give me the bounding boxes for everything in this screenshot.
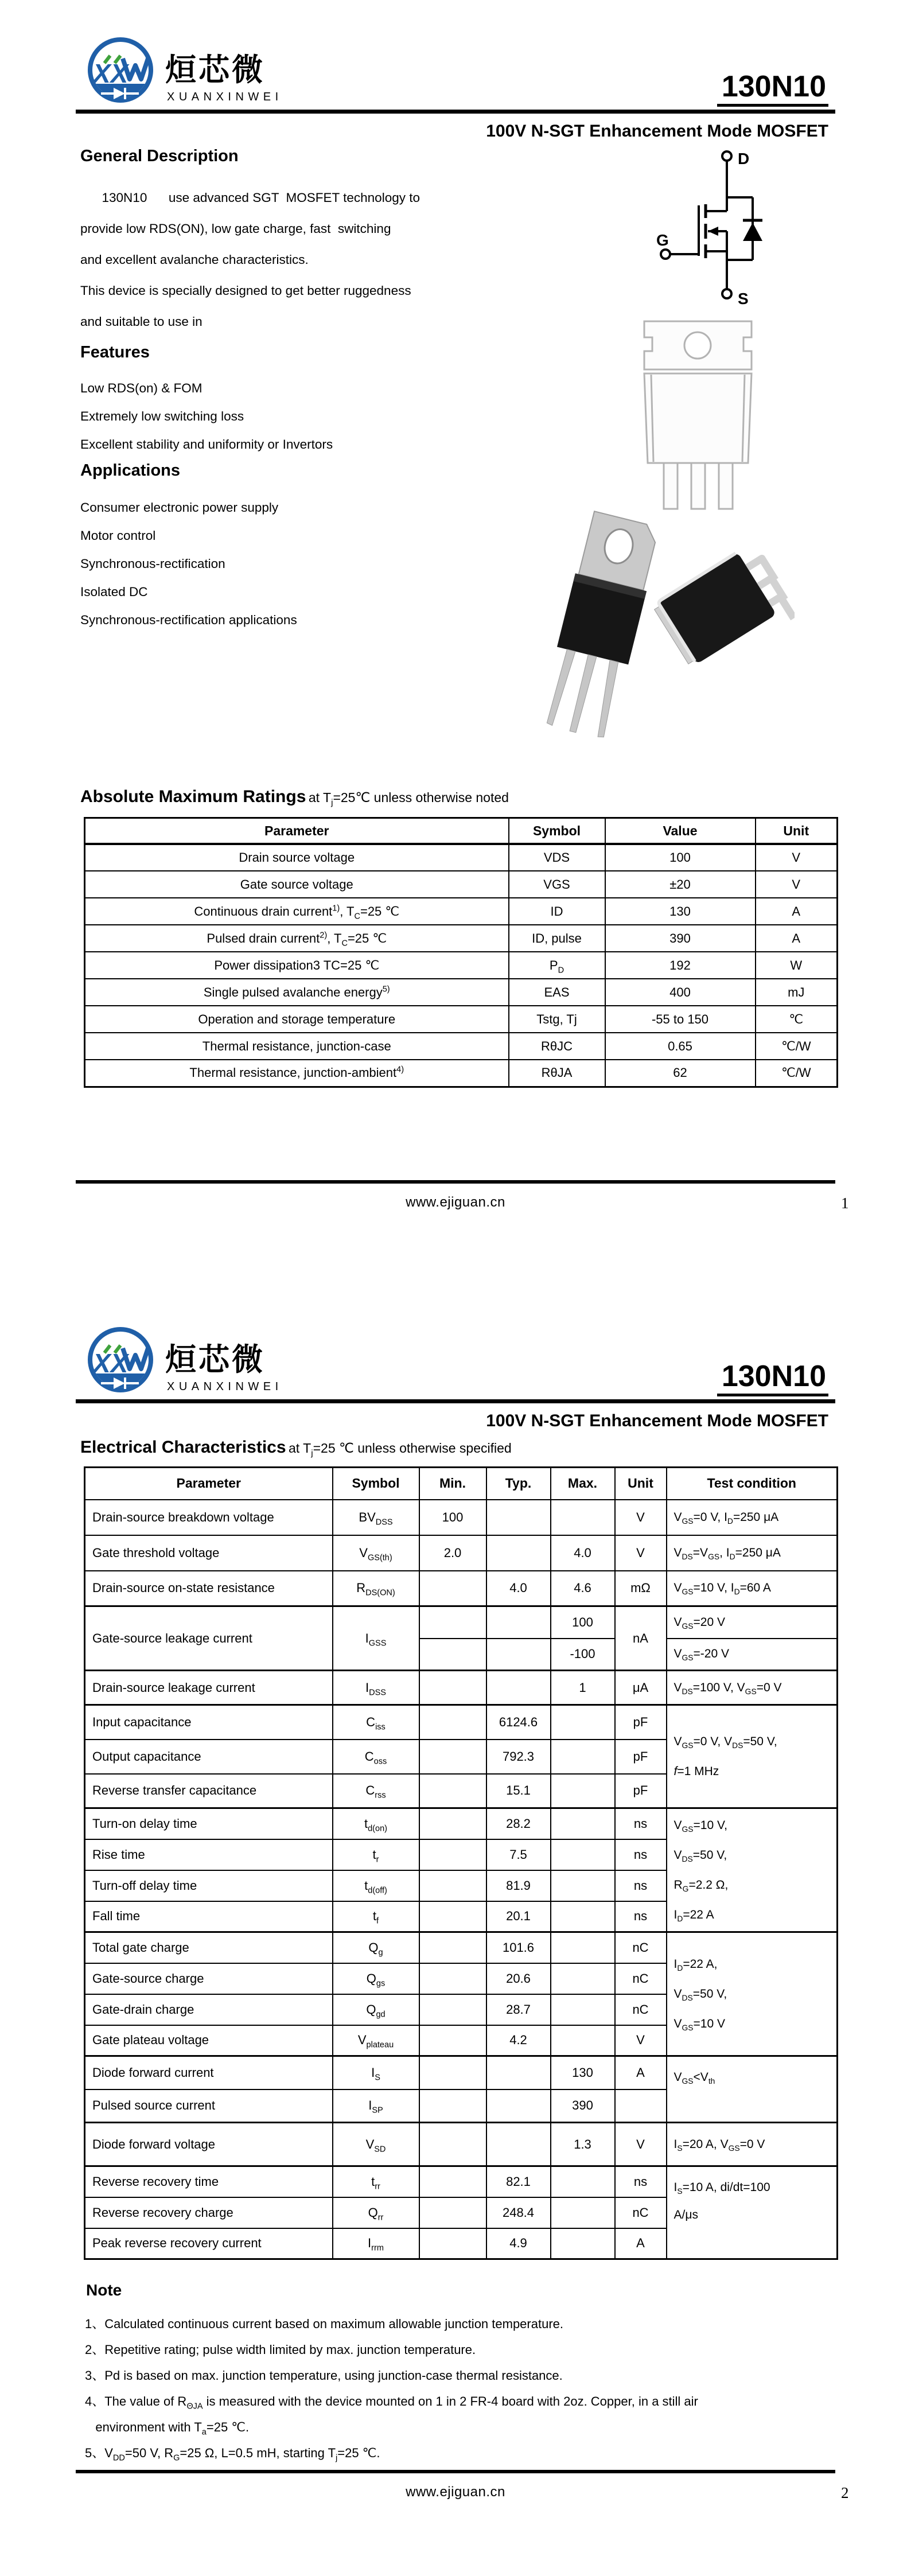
table-row [85, 1006, 838, 1033]
cell-unit: ns [615, 2166, 667, 2197]
col-unit: Unit [756, 818, 838, 845]
cell-min [419, 2166, 486, 2197]
cell-unit: V [756, 844, 838, 871]
general-description-text [80, 182, 539, 337]
cell-unit: A [756, 898, 838, 925]
cell-typ: 28.2 [486, 1808, 551, 1839]
cell-unit: A [615, 2056, 667, 2089]
cell-parameter: Diode forward voltage [85, 2123, 333, 2166]
abs-max-condition: at $T_j=25℃$ unless otherwise noted [308, 790, 509, 808]
cell-unit: ℃ [756, 1006, 838, 1033]
note-item: 3、Pd is based on max. junction temperature, using junction-case thermal resistance. [85, 2368, 563, 2383]
cell-symbol: $t_{d(off)}$ [333, 1870, 419, 1901]
cell-test-condition: $V_{GS}=-20$ V [667, 1639, 838, 1671]
cell-parameter: Drain-source leakage current [85, 1671, 333, 1705]
cell-typ: 81.9 [486, 1870, 551, 1901]
feature-item: Low RDS(on) & FOM [80, 381, 203, 395]
col-max: Max. [551, 1468, 615, 1500]
cell-symbol: $t_f$ [333, 1901, 419, 1932]
cell-parameter: Total gate charge [85, 1932, 333, 1963]
features-list [80, 374, 539, 458]
cell-symbol: $I_{SP}$ [333, 2089, 419, 2123]
col-parameter: Parameter [85, 1468, 333, 1500]
footer-url: www.ejiguan.cn [406, 1194, 505, 1210]
cell-symbol: $I_{rrm}$ [333, 2228, 419, 2259]
cell-typ: 4.2 [486, 2025, 551, 2056]
table-header-row [85, 818, 838, 845]
col-value: Value [605, 818, 756, 845]
cell-unit: ns [615, 1870, 667, 1901]
cell-value: 400 [605, 979, 756, 1006]
cell-min: 2.0 [419, 1535, 486, 1571]
cell-symbol: ID, pulse [509, 925, 605, 952]
cell-max: 390 [551, 2089, 615, 2123]
cell-min [419, 1639, 486, 1671]
cell-min [419, 1901, 486, 1932]
cell-test-condition: $V_{GS}=10$ V, $I_D=60$ A [667, 1571, 838, 1606]
cell-unit: pF [615, 1774, 667, 1808]
cell-symbol: $BV_{DSS}$ [333, 1500, 419, 1535]
cell-symbol: $t_{d(on)}$ [333, 1808, 419, 1839]
applications-heading: Applications [80, 461, 181, 480]
table-row [85, 844, 838, 871]
cell-typ: 15.1 [486, 1774, 551, 1808]
cell-parameter: Power dissipation3 TC=25 ℃ [85, 952, 509, 979]
cell-max [551, 1808, 615, 1839]
note-list [85, 2311, 865, 2466]
cell-value: 390 [605, 925, 756, 952]
table-row [85, 2123, 838, 2166]
description-line: and suitable to use in [80, 314, 203, 329]
cell-max: 1 [551, 1671, 615, 1705]
cell-parameter: Drain-source breakdown voltage [85, 1500, 333, 1535]
cell-symbol: $V_{plateau}$ [333, 2025, 419, 2056]
table-row [85, 952, 838, 979]
cell-value: -55 to 150 [605, 1006, 756, 1033]
cell-parameter: Pulsed source current [85, 2089, 333, 2123]
col-test-condition: Test condition [667, 1468, 838, 1500]
cell-parameter: Turn-on delay time [85, 1808, 333, 1839]
table-row [85, 1571, 838, 1606]
cell-symbol: $I_S$ [333, 2056, 419, 2089]
elec-char-heading [80, 1438, 512, 1457]
cell-test-condition: $I_S=20$ A, $V_{GS}=0$ V [667, 2123, 838, 2166]
elec-char-condition: at $T_j=25$ ℃ unless otherwise specified [289, 1441, 512, 1458]
cell-symbol: $C_{rss}$ [333, 1774, 419, 1808]
cell-value: 0.65 [605, 1033, 756, 1060]
cell-unit [615, 2089, 667, 2123]
cell-parameter: Diode forward current [85, 2056, 333, 2089]
cell-max [551, 2025, 615, 2056]
footer-url: www.ejiguan.cn [406, 2484, 505, 2500]
cell-max: -100 [551, 1639, 615, 1671]
cell-symbol: $t_r$ [333, 1839, 419, 1870]
cell-test-condition: $I_S=10$ A, di/dt=100 A/μs [667, 2166, 838, 2259]
cell-symbol: $R_{DS(ON)}$ [333, 1571, 419, 1606]
cell-max [551, 2166, 615, 2197]
cell-parameter: Drain-source on-state resistance [85, 1571, 333, 1606]
document-subtitle: 100V N-SGT Enhancement Mode MOSFET [486, 122, 828, 141]
table-row [85, 1671, 838, 1705]
cell-min [419, 2089, 486, 2123]
cell-symbol: $C_{iss}$ [333, 1705, 419, 1740]
cell-test-condition: $V_{GS}=20$ V [667, 1606, 838, 1639]
cell-parameter: Fall time [85, 1901, 333, 1932]
cell-min [419, 1994, 486, 2025]
cell-unit: V [615, 1500, 667, 1535]
cell-unit: ℃/W [756, 1060, 838, 1087]
footer-rule [76, 2470, 835, 2473]
application-item: Isolated DC [80, 585, 148, 599]
table-row [85, 925, 838, 952]
table-row [85, 871, 838, 898]
cell-max [551, 1839, 615, 1870]
cell-typ: 28.7 [486, 1994, 551, 2025]
document-subtitle: 100V N-SGT Enhancement Mode MOSFET [486, 1411, 828, 1430]
cell-test-condition: $V_{DS}=V_{GS}$, $I_D=250$ μA [667, 1535, 838, 1571]
source-label: S [738, 290, 749, 308]
cell-parameter: Gate threshold voltage [85, 1535, 333, 1571]
cell-min [419, 2123, 486, 2166]
cell-max [551, 1994, 615, 2025]
cell-max [551, 1500, 615, 1535]
cell-symbol: $C_{oss}$ [333, 1740, 419, 1774]
cell-unit: mΩ [615, 1571, 667, 1606]
application-item: Motor control [80, 528, 156, 543]
abs-max-title: Absolute Maximum Ratings [80, 787, 306, 806]
to220-outline-drawing [634, 317, 806, 515]
cell-max: 130 [551, 2056, 615, 2089]
feature-item: Extremely low switching loss [80, 409, 244, 423]
cell-typ [486, 1535, 551, 1571]
d2pak-package-photo [652, 543, 795, 678]
table-row [85, 1705, 838, 1740]
cell-min [419, 2056, 486, 2089]
cell-max: 4.0 [551, 1535, 615, 1571]
cell-symbol: $V_{SD}$ [333, 2123, 419, 2166]
page-number: 2 [841, 2484, 849, 2501]
drain-label: D [738, 150, 750, 168]
cell-typ: 4.9 [486, 2228, 551, 2259]
cell-min [419, 1839, 486, 1870]
cell-typ: 7.5 [486, 1839, 551, 1870]
cell-parameter: Output capacitance [85, 1740, 333, 1774]
absolute-maximum-ratings-table [84, 817, 838, 1088]
cell-parameter: Continuous drain current$^{1)}$, $T_C=25$ ℃ [85, 898, 509, 925]
cell-max: 100 [551, 1606, 615, 1639]
cell-parameter: Pulsed drain current$^{2)}$, $T_C=25$ ℃ [85, 925, 509, 952]
cell-typ: 20.6 [486, 1963, 551, 1994]
cell-typ [486, 1500, 551, 1535]
cell-typ [486, 1606, 551, 1639]
cell-value: 100 [605, 844, 756, 871]
cell-value: 192 [605, 952, 756, 979]
cell-parameter: Gate-source leakage current [85, 1606, 333, 1671]
cell-min [419, 1705, 486, 1740]
col-symbol: Symbol [333, 1468, 419, 1500]
description-line: This device is specially designed to get better ruggedness [80, 283, 411, 298]
cell-unit: A [615, 2228, 667, 2259]
cell-parameter: Input capacitance [85, 1705, 333, 1740]
cell-max [551, 1705, 615, 1740]
cell-unit: W [756, 952, 838, 979]
cell-unit: ns [615, 1901, 667, 1932]
cell-unit: ns [615, 1839, 667, 1870]
cell-test-condition: $V_{DS}=100$ V, $V_{GS}=0$ V [667, 1671, 838, 1705]
cell-typ [486, 2089, 551, 2123]
cell-symbol: VGS [509, 871, 605, 898]
cell-max [551, 2197, 615, 2228]
cell-symbol: $t_{rr}$ [333, 2166, 419, 2197]
cell-min [419, 1671, 486, 1705]
cell-unit: nC [615, 1994, 667, 2025]
cell-test-condition: $I_D=22$ A, $V_{DS}=50$ V, $V_{GS}=10$ V [667, 1932, 838, 2056]
cell-unit: ns [615, 1808, 667, 1839]
cell-value: ±20 [605, 871, 756, 898]
cell-min [419, 1571, 486, 1606]
table-row [85, 1606, 838, 1639]
cell-unit: μA [615, 1671, 667, 1705]
cell-parameter: Turn-off delay time [85, 1870, 333, 1901]
electrical-characteristics-table [84, 1466, 838, 2260]
table-row [85, 1500, 838, 1535]
cell-symbol: RθJC [509, 1033, 605, 1060]
cell-typ: 101.6 [486, 1932, 551, 1963]
cell-symbol: $Q_{gs}$ [333, 1963, 419, 1994]
cell-test-condition: $V_{GS}=0$ V, $V_{DS}=50$ V, f=1 MHz [667, 1705, 838, 1808]
cell-max [551, 1870, 615, 1901]
cell-typ: 20.1 [486, 1901, 551, 1932]
package-photos [531, 508, 795, 754]
cell-typ: 6124.6 [486, 1705, 551, 1740]
cell-symbol: $Q_{rr}$ [333, 2197, 419, 2228]
cell-unit: V [615, 1535, 667, 1571]
cell-test-condition: $V_{GS}=10$ V, $V_{DS}=50$ V, $R_G=2.2$ Ω, $I_D=22$ A [667, 1808, 838, 1932]
cell-test-condition: $V_{GS}<V_{th}$ [667, 2056, 838, 2123]
cell-parameter: Reverse transfer capacitance [85, 1774, 333, 1808]
cell-symbol: $V_{GS(th)}$ [333, 1535, 419, 1571]
col-unit: Unit [615, 1468, 667, 1500]
cell-unit: pF [615, 1740, 667, 1774]
cell-parameter: Rise time [85, 1839, 333, 1870]
cell-min [419, 2197, 486, 2228]
cell-parameter: Gate plateau voltage [85, 2025, 333, 2056]
cell-parameter: Gate-source charge [85, 1963, 333, 1994]
cell-parameter: Reverse recovery charge [85, 2197, 333, 2228]
cell-unit: A [756, 925, 838, 952]
cell-typ: 4.0 [486, 1571, 551, 1606]
table-row [85, 1808, 838, 1839]
table-row [85, 979, 838, 1006]
cell-min [419, 1870, 486, 1901]
part-number: 130N10 [717, 71, 828, 107]
note-item: 1、Calculated continuous current based on maximum allowable junction temperature. [85, 2317, 564, 2331]
cell-max [551, 1963, 615, 1994]
table-row [85, 2056, 838, 2089]
table-header-row [85, 1468, 838, 1500]
brand-logo-icon [85, 1325, 156, 1396]
cell-typ: 248.4 [486, 2197, 551, 2228]
page-number: 1 [841, 1194, 849, 1212]
cell-max: 4.6 [551, 1571, 615, 1606]
cell-max [551, 2228, 615, 2259]
cell-symbol: $I_{GSS}$ [333, 1606, 419, 1671]
cell-typ [486, 1671, 551, 1705]
note-item: 2、Repetitive rating; pulse width limited by max. junction temperature. [85, 2342, 476, 2357]
col-min: Min. [419, 1468, 486, 1500]
cell-unit: V [756, 871, 838, 898]
description-line: and excellent avalanche characteristics. [80, 252, 309, 267]
col-typ: Typ. [486, 1468, 551, 1500]
application-item: Consumer electronic power supply [80, 500, 279, 515]
cell-unit: nA [615, 1606, 667, 1671]
table-row [85, 1033, 838, 1060]
note-item: 4、The value of $R_{\Theta JA}$ is measured with the device mounted on 1 in 2 FR-4 board with 2oz. Copper, in a still air environment with $T_a=25$ ℃. [85, 2394, 698, 2437]
abs-max-heading [80, 787, 509, 807]
cell-symbol: $Q_{gd}$ [333, 1994, 419, 2025]
table-row [85, 1060, 838, 1087]
cell-max [551, 1740, 615, 1774]
cell-min [419, 1774, 486, 1808]
header-rule [76, 1399, 835, 1403]
cell-symbol: VDS [509, 844, 605, 871]
applications-list [80, 493, 539, 634]
cell-symbol: $P_D$ [509, 952, 605, 979]
cell-min [419, 1740, 486, 1774]
brand-name-en: XUANXINWEI [167, 91, 283, 103]
cell-parameter: Peak reverse recovery current [85, 2228, 333, 2259]
cell-max [551, 1932, 615, 1963]
cell-unit: V [615, 2025, 667, 2056]
cell-symbol: EAS [509, 979, 605, 1006]
to220-package-photo [538, 511, 663, 741]
header-rule [76, 110, 835, 114]
cell-typ [486, 2123, 551, 2166]
cell-test-condition: $V_{GS}=0$ V, $I_D=250$ μA [667, 1500, 838, 1535]
cell-value: 62 [605, 1060, 756, 1087]
cell-parameter: Reverse recovery time [85, 2166, 333, 2197]
cell-min [419, 1932, 486, 1963]
part-number: 130N10 [717, 1361, 828, 1396]
cell-typ: 82.1 [486, 2166, 551, 2197]
cell-unit: nC [615, 1932, 667, 1963]
note-heading: Note [86, 2281, 122, 2299]
brand-logo-icon [85, 36, 156, 107]
cell-symbol: $I_{DSS}$ [333, 1671, 419, 1705]
cell-min [419, 2025, 486, 2056]
col-symbol: Symbol [509, 818, 605, 845]
table-row [85, 1535, 838, 1571]
cell-unit: ℃/W [756, 1033, 838, 1060]
cell-symbol: ID [509, 898, 605, 925]
cell-min [419, 2228, 486, 2259]
cell-unit: pF [615, 1705, 667, 1740]
elec-char-title: Electrical Characteristics [80, 1438, 286, 1457]
cell-unit: mJ [756, 979, 838, 1006]
cell-min [419, 1808, 486, 1839]
brand-name-en: XUANXINWEI [167, 1380, 283, 1393]
gate-label: G [656, 231, 669, 249]
note-item: 5、$V_{DD}=50$ V, $R_G=25$ Ω, L=0.5 mH, starting $T_j=25$ ℃. [85, 2446, 380, 2463]
brand-name-cn: 烜芯微 [165, 52, 265, 88]
cell-typ [486, 2056, 551, 2089]
application-item: Synchronous-rectification [80, 557, 225, 571]
cell-parameter: Single pulsed avalanche energy$^{5)}$ [85, 979, 509, 1006]
cell-typ [486, 1639, 551, 1671]
brand-name-cn: 烜芯微 [165, 1341, 265, 1378]
cell-unit: nC [615, 1963, 667, 1994]
cell-max [551, 1774, 615, 1808]
cell-min [419, 1606, 486, 1639]
cell-value: 130 [605, 898, 756, 925]
feature-item: Excellent stability and uniformity or Invertors [80, 437, 333, 452]
description-line: 130N10 use advanced SGT MOSFET technology to [80, 190, 420, 205]
cell-parameter: Thermal resistance, junction-case [85, 1033, 509, 1060]
cell-max [551, 1901, 615, 1932]
application-item: Synchronous-rectification applications [80, 613, 297, 627]
cell-parameter: Thermal resistance, junction-ambient$^{4)}$ [85, 1060, 509, 1087]
cell-unit: V [615, 2123, 667, 2166]
mosfet-symbol-diagram [602, 142, 809, 309]
cell-min [419, 1963, 486, 1994]
cell-max: 1.3 [551, 2123, 615, 2166]
cell-parameter: Operation and storage temperature [85, 1006, 509, 1033]
cell-parameter: Gate source voltage [85, 871, 509, 898]
table-row [85, 1932, 838, 1963]
description-line: provide low RDS(ON), low gate charge, fast switching [80, 221, 391, 236]
features-heading: Features [80, 343, 150, 361]
cell-parameter: Drain source voltage [85, 844, 509, 871]
cell-unit: nC [615, 2197, 667, 2228]
table-row [85, 898, 838, 925]
cell-symbol: Tstg, Tj [509, 1006, 605, 1033]
cell-min: 100 [419, 1500, 486, 1535]
col-parameter: Parameter [85, 818, 509, 845]
cell-parameter: Gate-drain charge [85, 1994, 333, 2025]
footer-rule [76, 1180, 835, 1184]
cell-symbol: RθJA [509, 1060, 605, 1087]
cell-symbol: $Q_g$ [333, 1932, 419, 1963]
table-row [85, 2166, 838, 2197]
general-description-heading: General Description [80, 147, 239, 165]
cell-typ: 792.3 [486, 1740, 551, 1774]
